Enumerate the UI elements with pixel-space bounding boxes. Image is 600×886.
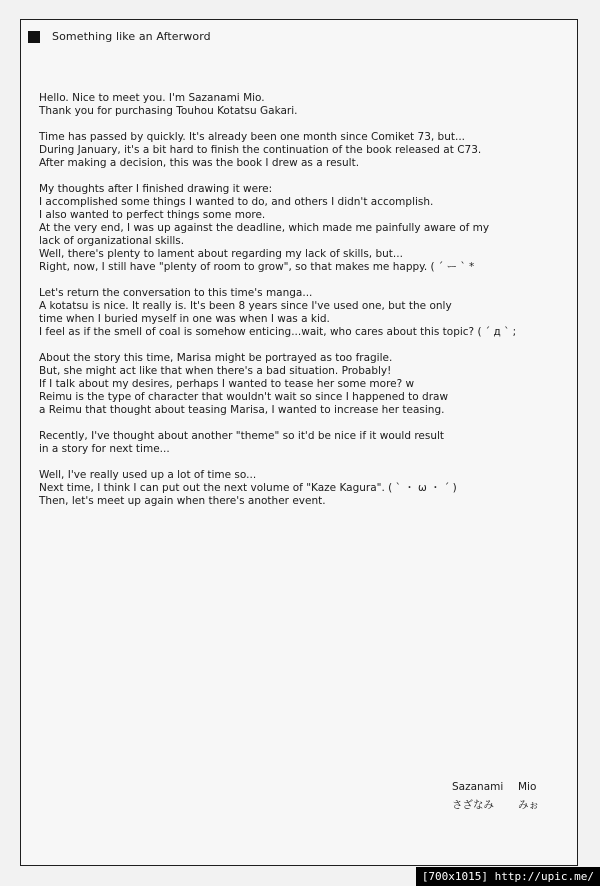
text-line: If I talk about my desires, perhaps I wanted to tease her some more? w [39, 378, 415, 390]
text-line: At the very end, I was up against the deadline, which made me painfully aware of my [39, 222, 490, 234]
afterword-heading [28, 30, 211, 43]
text-line: in a story for next time... [39, 443, 170, 455]
paragraph [39, 183, 549, 274]
signature-romaji [452, 778, 539, 796]
signature-kana [452, 796, 539, 814]
text-line: Well, I've really used up a lot of time so... [39, 469, 257, 481]
text-line: Time has passed by quickly. It's already been one month since Comiket 73, but... [39, 131, 465, 143]
signature-given-kana: みぉ [518, 799, 539, 811]
text-line: After making a decision, this was the book I drew as a result. [39, 157, 360, 169]
text-line: Let's return the conversation to this time's manga... [39, 287, 313, 299]
text-line: But, she might act like that when there's a bad situation. Probably! [39, 365, 392, 377]
text-line: A kotatsu is nice. It really is. It's been 8 years since I've used one, but the only [39, 300, 452, 312]
paragraph [39, 469, 549, 508]
paragraph [39, 352, 549, 417]
text-line: Hello. Nice to meet you. I'm Sazanami Mio. [39, 92, 265, 104]
text-line: Right, now, I still have "plenty of room to grow", so that makes me happy. ( ´ ー ` * [39, 261, 475, 273]
text-line: time when I buried myself in one was when I was a kid. [39, 313, 330, 325]
text-line: a Reimu that thought about teasing Marisa, I wanted to increase her teasing. [39, 404, 445, 416]
afterword-body [39, 92, 549, 521]
black-square-icon [28, 31, 40, 43]
image-host-tag: [700x1015] http://upic.me/ [416, 867, 600, 886]
author-signature [452, 778, 539, 814]
text-line: I also wanted to perfect things some more. [39, 209, 266, 221]
text-line: During January, it's a bit hard to finish the continuation of the book released at C73. [39, 144, 482, 156]
paragraph [39, 131, 549, 170]
signature-given-name: Mio [518, 781, 537, 793]
text-line: I accomplished some things I wanted to do, and others I didn't accomplish. [39, 196, 434, 208]
text-line: I feel as if the smell of coal is somehow enticing...wait, who cares about this topic? ( ´ д ` ; [39, 326, 517, 338]
paragraph [39, 287, 549, 339]
text-line: About the story this time, Marisa might be portrayed as too fragile. [39, 352, 393, 364]
text-line: Well, there's plenty to lament about regarding my lack of skills, but... [39, 248, 403, 260]
paragraph [39, 430, 549, 456]
text-line: lack of organizational skills. [39, 235, 185, 247]
signature-family-name: Sazanami [452, 781, 504, 793]
signature-family-kana: さざなみ [452, 799, 494, 811]
text-line: Reimu is the type of character that wouldn't wait so since I happened to draw [39, 391, 449, 403]
heading-title: Something like an Afterword [52, 30, 211, 43]
text-line: Thank you for purchasing Touhou Kotatsu Gakari. [39, 105, 298, 117]
text-line: Next time, I think I can put out the next volume of "Kaze Kagura". ( ` ・ ω ・ ´ ) [39, 482, 457, 494]
text-line: Then, let's meet up again when there's another event. [39, 495, 326, 507]
paragraph [39, 92, 549, 118]
text-line: Recently, I've thought about another "theme" so it'd be nice if it would result [39, 430, 445, 442]
text-line: My thoughts after I finished drawing it were: [39, 183, 273, 195]
